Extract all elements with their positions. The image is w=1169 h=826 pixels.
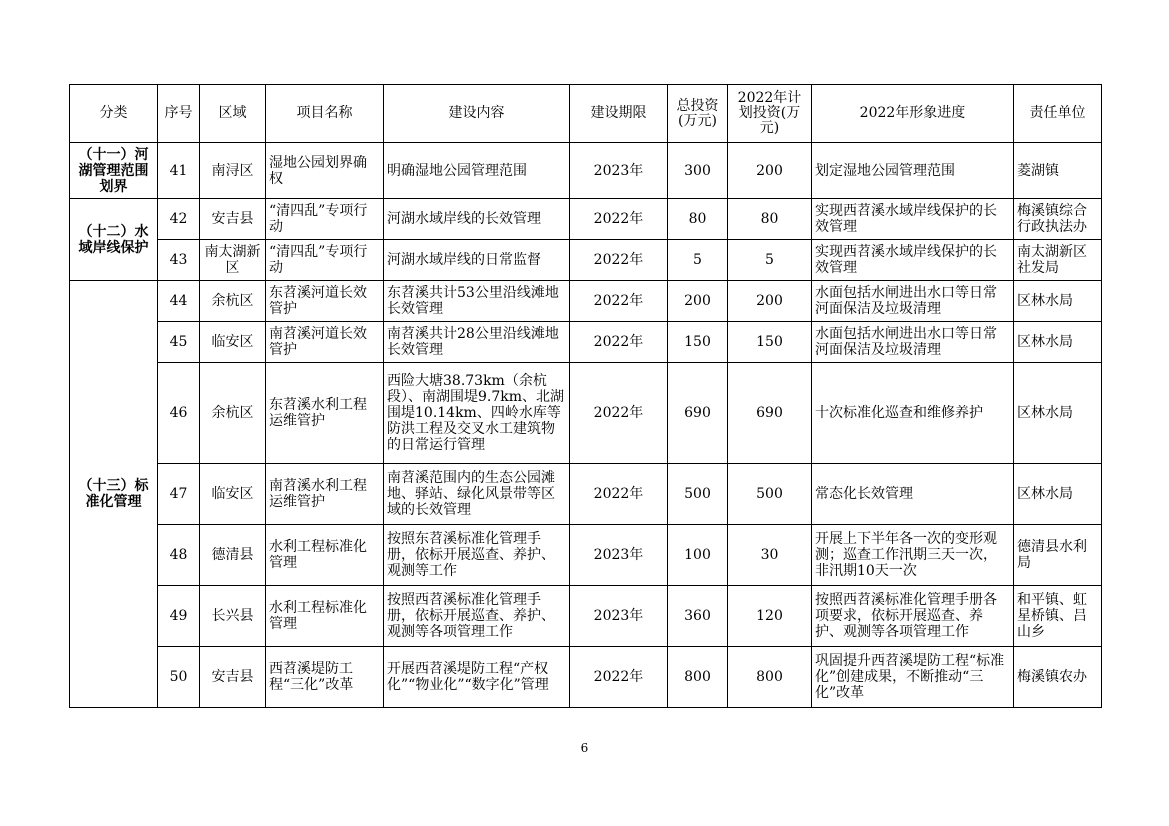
row-unit: 区林水局 <box>1014 281 1102 322</box>
row-no: 49 <box>158 586 200 647</box>
row-plan: 690 <box>728 363 812 464</box>
row-no: 50 <box>158 647 200 708</box>
row-content: 河湖水域岸线的日常监督 <box>384 240 570 281</box>
row-unit: 区林水局 <box>1014 363 1102 464</box>
row-period: 2022年 <box>570 199 668 240</box>
row-unit: 南太湖新区社发局 <box>1014 240 1102 281</box>
header-no: 序号 <box>158 85 200 143</box>
row-region: 安吉县 <box>200 647 266 708</box>
row-no: 42 <box>158 199 200 240</box>
row-plan: 500 <box>728 464 812 525</box>
row-plan: 30 <box>728 525 812 586</box>
row-no: 41 <box>158 143 200 199</box>
row-progress: 实现西苕溪水域岸线保护的长效管理 <box>812 240 1014 281</box>
row-content: 按照东苕溪标准化管理手册，依标开展巡查、养护、观测等工作 <box>384 525 570 586</box>
row-total: 360 <box>668 586 728 647</box>
row-project: 南苕溪河道长效管护 <box>266 322 384 363</box>
category-cell: （十一）河湖管理范围划界 <box>70 143 158 199</box>
row-project: 东苕溪水利工程运维管护 <box>266 363 384 464</box>
project-table <box>69 84 1102 708</box>
row-no: 46 <box>158 363 200 464</box>
row-period: 2022年 <box>570 464 668 525</box>
row-total: 300 <box>668 143 728 199</box>
row-total: 100 <box>668 525 728 586</box>
row-period: 2022年 <box>570 240 668 281</box>
row-total: 150 <box>668 322 728 363</box>
row-project: 东苕溪河道长效管护 <box>266 281 384 322</box>
header-category: 分类 <box>70 85 158 143</box>
row-unit: 梅溪镇综合行政执法办 <box>1014 199 1102 240</box>
row-period: 2023年 <box>570 586 668 647</box>
table-row <box>70 464 1102 525</box>
page-number: 6 <box>580 741 589 755</box>
header-progress: 2022年形象进度 <box>812 85 1014 143</box>
row-project: 湿地公园划界确权 <box>266 143 384 199</box>
header-region: 区域 <box>200 85 266 143</box>
row-no: 44 <box>158 281 200 322</box>
row-plan: 800 <box>728 647 812 708</box>
row-region: 南浔区 <box>200 143 266 199</box>
row-region: 余杭区 <box>200 363 266 464</box>
row-progress: 十次标准化巡查和维修养护 <box>812 363 1014 464</box>
header-total: 总投资(万元) <box>668 85 728 143</box>
row-plan: 80 <box>728 199 812 240</box>
row-progress: 水面包括水闸进出水口等日常河面保洁及垃圾清理 <box>812 281 1014 322</box>
row-content: 南苕溪范围内的生态公园滩地、驿站、绿化风景带等区域的长效管理 <box>384 464 570 525</box>
row-plan: 200 <box>728 281 812 322</box>
header-unit: 责任单位 <box>1014 85 1102 143</box>
row-unit: 德清县水利局 <box>1014 525 1102 586</box>
row-progress: 巩固提升西苕溪堤防工程“标准化”创建成果，不断推动“三化”改革 <box>812 647 1014 708</box>
row-region: 余杭区 <box>200 281 266 322</box>
row-total: 80 <box>668 199 728 240</box>
table-row <box>70 281 1102 322</box>
row-region: 安吉县 <box>200 199 266 240</box>
table-row <box>70 647 1102 708</box>
row-total: 800 <box>668 647 728 708</box>
row-unit: 区林水局 <box>1014 322 1102 363</box>
row-progress: 开展上下半年各一次的变形观测；巡查工作汛期三天一次，非汛期10天一次 <box>812 525 1014 586</box>
row-content: 南苕溪共计28公里沿线滩地长效管理 <box>384 322 570 363</box>
row-content: 东苕溪共计53公里沿线滩地长效管理 <box>384 281 570 322</box>
row-plan: 120 <box>728 586 812 647</box>
row-project: 西苕溪堤防工程“三化”改革 <box>266 647 384 708</box>
row-unit: 梅溪镇农办 <box>1014 647 1102 708</box>
table-row <box>70 240 1102 281</box>
row-no: 48 <box>158 525 200 586</box>
header-row <box>70 85 1102 143</box>
row-unit: 菱湖镇 <box>1014 143 1102 199</box>
row-total: 5 <box>668 240 728 281</box>
row-project: 水利工程标准化管理 <box>266 525 384 586</box>
row-project: “清四乱”专项行动 <box>266 240 384 281</box>
row-content: 明确湿地公园管理范围 <box>384 143 570 199</box>
row-progress: 实现西苕溪水域岸线保护的长效管理 <box>812 199 1014 240</box>
row-progress: 按照西苕溪标准化管理手册各项要求，依标开展巡查、养护、观测等各项管理工作 <box>812 586 1014 647</box>
row-progress: 划定湿地公园管理范围 <box>812 143 1014 199</box>
table-row <box>70 322 1102 363</box>
header-plan-2022: 2022年计划投资(万元) <box>728 85 812 143</box>
table-row <box>70 143 1102 199</box>
row-period: 2022年 <box>570 281 668 322</box>
row-no: 43 <box>158 240 200 281</box>
table-row <box>70 525 1102 586</box>
category-cell: （十三）标准化管理 <box>70 281 158 708</box>
row-period: 2023年 <box>570 525 668 586</box>
row-content: 西险大塘38.73km（余杭段）、南湖围堤9.7km、北湖围堤10.14km、四岭水库等防洪工程及交叉水工建筑物的日常运行管理 <box>384 363 570 464</box>
table-row <box>70 586 1102 647</box>
header-content: 建设内容 <box>384 85 570 143</box>
row-project: “清四乱”专项行动 <box>266 199 384 240</box>
row-region: 临安区 <box>200 322 266 363</box>
row-region: 南太湖新区 <box>200 240 266 281</box>
row-content: 开展西苕溪堤防工程“产权化”“物业化”“数字化”管理 <box>384 647 570 708</box>
row-region: 临安区 <box>200 464 266 525</box>
header-period: 建设期限 <box>570 85 668 143</box>
row-project: 南苕溪水利工程运维管护 <box>266 464 384 525</box>
category-cell: （十二）水域岸线保护 <box>70 199 158 281</box>
row-progress: 水面包括水闸进出水口等日常河面保洁及垃圾清理 <box>812 322 1014 363</box>
table-row <box>70 363 1102 464</box>
row-total: 690 <box>668 363 728 464</box>
row-no: 47 <box>158 464 200 525</box>
row-no: 45 <box>158 322 200 363</box>
row-period: 2022年 <box>570 363 668 464</box>
row-content: 河湖水域岸线的长效管理 <box>384 199 570 240</box>
row-plan: 150 <box>728 322 812 363</box>
row-period: 2023年 <box>570 143 668 199</box>
row-total: 500 <box>668 464 728 525</box>
row-region: 长兴县 <box>200 586 266 647</box>
row-period: 2022年 <box>570 322 668 363</box>
row-project: 水利工程标准化管理 <box>266 586 384 647</box>
header-project: 项目名称 <box>266 85 384 143</box>
table-row <box>70 199 1102 240</box>
row-period: 2022年 <box>570 647 668 708</box>
row-unit: 区林水局 <box>1014 464 1102 525</box>
row-progress: 常态化长效管理 <box>812 464 1014 525</box>
row-region: 德清县 <box>200 525 266 586</box>
row-unit: 和平镇、虹星桥镇、吕山乡 <box>1014 586 1102 647</box>
row-plan: 5 <box>728 240 812 281</box>
row-total: 200 <box>668 281 728 322</box>
row-plan: 200 <box>728 143 812 199</box>
row-content: 按照西苕溪标准化管理手册，依标开展巡查、养护、观测等各项管理工作 <box>384 586 570 647</box>
